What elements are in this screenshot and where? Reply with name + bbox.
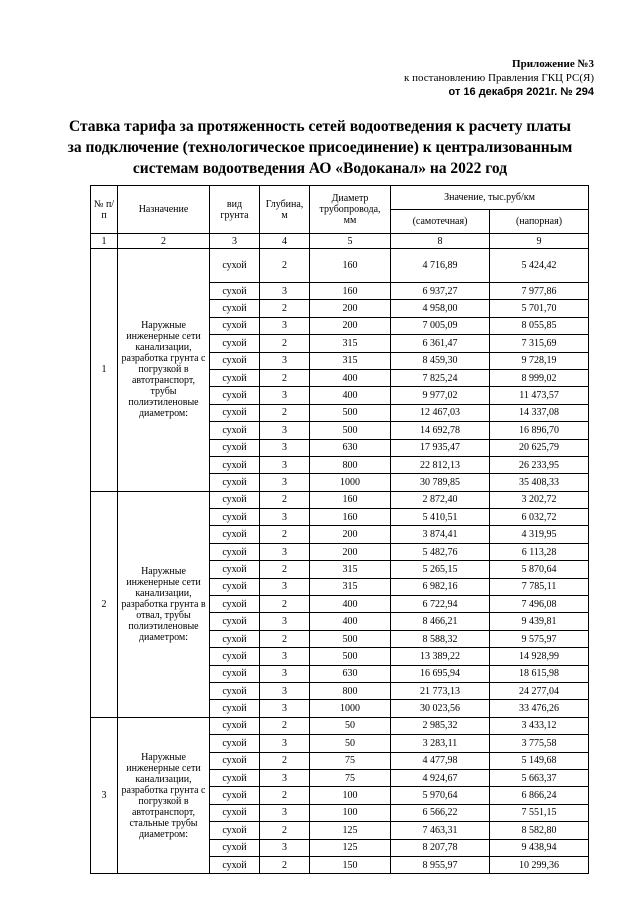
cell-gravity: 8 588,32 — [391, 630, 490, 647]
cell-gravity: 17 935,47 — [391, 439, 490, 456]
cell-gravity: 5 970,64 — [391, 787, 490, 804]
cell-depth: 3 — [260, 613, 310, 630]
header-value: Значение, тыс.руб/км — [391, 186, 589, 210]
cell-gravity: 4 924,67 — [391, 769, 490, 786]
cell-gravity: 2 985,32 — [391, 717, 490, 734]
cell-pressure: 3 775,58 — [490, 735, 589, 752]
cell-diameter: 160 — [310, 491, 391, 508]
title-line-2: за подключение (технологическое присоединение) к централизованным — [67, 139, 573, 156]
cell-pressure: 5 424,42 — [490, 249, 589, 283]
cell-soil: сухой — [210, 300, 260, 317]
cell-pressure: 18 615,98 — [490, 665, 589, 682]
cell-depth: 3 — [260, 352, 310, 369]
cell-diameter: 125 — [310, 839, 391, 856]
cell-depth: 3 — [260, 578, 310, 595]
cell-gravity: 4 477,98 — [391, 752, 490, 769]
title-line-3: системам водоотведения АО «Водоканал» на 2022 год — [132, 160, 508, 177]
cell-pressure: 20 625,79 — [490, 439, 589, 456]
cell-diameter: 50 — [310, 717, 391, 734]
cell-gravity: 8 466,21 — [391, 613, 490, 630]
cell-depth: 3 — [260, 317, 310, 334]
cell-pressure: 5 663,37 — [490, 769, 589, 786]
cell-soil: сухой — [210, 249, 260, 283]
cell-gravity: 2 872,40 — [391, 491, 490, 508]
cell-diameter: 160 — [310, 509, 391, 526]
cell-gravity: 6 722,94 — [391, 596, 490, 613]
cell-pressure: 3 433,12 — [490, 717, 589, 734]
cell-diameter: 315 — [310, 561, 391, 578]
cell-gravity: 7 825,24 — [391, 369, 490, 386]
header-diameter: Диаметр трубопровода, мм — [310, 186, 391, 234]
appendix-number: Приложение №3 — [512, 58, 594, 70]
column-number: 4 — [260, 234, 310, 249]
table-body — [91, 249, 589, 874]
cell-depth: 3 — [260, 769, 310, 786]
cell-pressure: 7 977,86 — [490, 283, 589, 300]
cell-depth: 2 — [260, 526, 310, 543]
cell-pressure: 14 337,08 — [490, 404, 589, 421]
cell-diameter: 400 — [310, 369, 391, 386]
cell-gravity: 30 023,56 — [391, 700, 490, 717]
group-description: Наружные инженерные сети канализации, разработка грунта с погрузкой в автотранспорт, стальные трубы диаметром: — [118, 717, 210, 874]
cell-diameter: 100 — [310, 804, 391, 821]
cell-pressure: 7 496,08 — [490, 596, 589, 613]
cell-soil: сухой — [210, 509, 260, 526]
cell-diameter: 500 — [310, 648, 391, 665]
cell-depth: 2 — [260, 752, 310, 769]
cell-pressure: 7 315,69 — [490, 335, 589, 352]
cell-diameter: 1000 — [310, 700, 391, 717]
appendix-reference: к постановлению Правления ГКЦ РС(Я) — [404, 72, 594, 84]
cell-soil: сухой — [210, 717, 260, 734]
group-description: Наружные инженерные сети канализации, разработка грунта в отвал, трубы полиэтиленовые диаметром: — [118, 491, 210, 717]
cell-diameter: 75 — [310, 752, 391, 769]
cell-soil: сухой — [210, 317, 260, 334]
cell-soil: сухой — [210, 630, 260, 647]
header-pressure: (напорная) — [490, 210, 589, 234]
cell-depth: 3 — [260, 839, 310, 856]
cell-depth: 3 — [260, 543, 310, 560]
cell-depth: 3 — [260, 700, 310, 717]
cell-pressure: 5 149,68 — [490, 752, 589, 769]
cell-diameter: 200 — [310, 543, 391, 560]
cell-diameter: 125 — [310, 822, 391, 839]
cell-gravity: 14 692,78 — [391, 422, 490, 439]
cell-soil: сухой — [210, 665, 260, 682]
cell-depth: 3 — [260, 804, 310, 821]
cell-diameter: 800 — [310, 456, 391, 473]
header-name: Назначение — [118, 186, 210, 234]
table-row — [91, 491, 589, 508]
cell-soil: сухой — [210, 422, 260, 439]
cell-depth: 2 — [260, 596, 310, 613]
cell-soil: сухой — [210, 682, 260, 699]
cell-gravity: 13 389,22 — [391, 648, 490, 665]
cell-depth: 3 — [260, 665, 310, 682]
cell-depth: 3 — [260, 283, 310, 300]
cell-depth: 2 — [260, 856, 310, 873]
cell-depth: 3 — [260, 509, 310, 526]
cell-pressure: 11 473,57 — [490, 387, 589, 404]
cell-soil: сухой — [210, 804, 260, 821]
group-number: 2 — [91, 491, 118, 717]
cell-soil: сухой — [210, 613, 260, 630]
cell-gravity: 7 005,09 — [391, 317, 490, 334]
cell-depth: 3 — [260, 682, 310, 699]
cell-depth: 2 — [260, 404, 310, 421]
cell-diameter: 500 — [310, 422, 391, 439]
cell-pressure: 16 896,70 — [490, 422, 589, 439]
cell-soil: сухой — [210, 839, 260, 856]
cell-soil: сухой — [210, 335, 260, 352]
cell-soil: сухой — [210, 856, 260, 873]
cell-diameter: 200 — [310, 317, 391, 334]
cell-depth: 2 — [260, 561, 310, 578]
cell-gravity: 3 283,11 — [391, 735, 490, 752]
cell-pressure: 6 866,24 — [490, 787, 589, 804]
cell-gravity: 5 410,51 — [391, 509, 490, 526]
cell-depth: 3 — [260, 735, 310, 752]
column-number: 5 — [310, 234, 391, 249]
cell-pressure: 9 728,19 — [490, 352, 589, 369]
cell-diameter: 150 — [310, 856, 391, 873]
cell-gravity: 16 695,94 — [391, 665, 490, 682]
cell-depth: 2 — [260, 491, 310, 508]
cell-depth: 3 — [260, 648, 310, 665]
cell-gravity: 6 937,27 — [391, 283, 490, 300]
cell-diameter: 400 — [310, 613, 391, 630]
cell-pressure: 4 319,95 — [490, 526, 589, 543]
cell-diameter: 500 — [310, 630, 391, 647]
cell-pressure: 9 439,81 — [490, 613, 589, 630]
cell-gravity: 7 463,31 — [391, 822, 490, 839]
cell-diameter: 400 — [310, 387, 391, 404]
cell-depth: 3 — [260, 422, 310, 439]
cell-soil: сухой — [210, 752, 260, 769]
cell-pressure: 3 202,72 — [490, 491, 589, 508]
group-number: 1 — [91, 249, 118, 492]
cell-gravity: 9 977,02 — [391, 387, 490, 404]
cell-pressure: 5 870,64 — [490, 561, 589, 578]
column-numbers-row — [91, 234, 589, 249]
cell-soil: сухой — [210, 787, 260, 804]
cell-soil: сухой — [210, 700, 260, 717]
cell-pressure: 35 408,33 — [490, 474, 589, 491]
column-number: 8 — [391, 234, 490, 249]
cell-soil: сухой — [210, 769, 260, 786]
cell-depth: 2 — [260, 369, 310, 386]
cell-depth: 2 — [260, 717, 310, 734]
group-description: Наружные инженерные сети канализации, разработка грунта с погрузкой в автотранспорт, трубы полиэтиленовые диаметром: — [118, 249, 210, 492]
table-row — [91, 717, 589, 734]
table-row — [91, 249, 589, 283]
cell-depth: 2 — [260, 630, 310, 647]
cell-diameter: 200 — [310, 526, 391, 543]
column-number: 3 — [210, 234, 260, 249]
header-soil: вид грунта — [210, 186, 260, 234]
appendix-block — [404, 57, 594, 99]
cell-diameter: 160 — [310, 283, 391, 300]
cell-diameter: 50 — [310, 735, 391, 752]
header-gravity: (самотечная) — [391, 210, 490, 234]
cell-gravity: 3 874,41 — [391, 526, 490, 543]
cell-diameter: 315 — [310, 352, 391, 369]
cell-gravity: 12 467,03 — [391, 404, 490, 421]
cell-diameter: 1000 — [310, 474, 391, 491]
cell-pressure: 6 113,28 — [490, 543, 589, 560]
tariff-table — [90, 185, 589, 874]
group-number: 3 — [91, 717, 118, 874]
cell-pressure: 24 277,04 — [490, 682, 589, 699]
cell-diameter: 315 — [310, 335, 391, 352]
cell-gravity: 6 566,22 — [391, 804, 490, 821]
cell-pressure: 9 438,94 — [490, 839, 589, 856]
cell-pressure: 8 999,02 — [490, 369, 589, 386]
cell-depth: 2 — [260, 300, 310, 317]
cell-gravity: 21 773,13 — [391, 682, 490, 699]
cell-gravity: 6 982,16 — [391, 578, 490, 595]
cell-soil: сухой — [210, 735, 260, 752]
cell-depth: 2 — [260, 249, 310, 283]
cell-diameter: 100 — [310, 787, 391, 804]
cell-gravity: 5 482,76 — [391, 543, 490, 560]
cell-diameter: 160 — [310, 249, 391, 283]
column-number: 1 — [91, 234, 118, 249]
cell-soil: сухой — [210, 561, 260, 578]
cell-soil: сухой — [210, 369, 260, 386]
cell-pressure: 10 299,36 — [490, 856, 589, 873]
cell-diameter: 200 — [310, 300, 391, 317]
cell-gravity: 22 812,13 — [391, 456, 490, 473]
cell-diameter: 315 — [310, 578, 391, 595]
cell-depth: 2 — [260, 787, 310, 804]
cell-diameter: 800 — [310, 682, 391, 699]
cell-pressure: 9 575,97 — [490, 630, 589, 647]
cell-pressure: 33 476,26 — [490, 700, 589, 717]
cell-soil: сухой — [210, 352, 260, 369]
cell-pressure: 6 032,72 — [490, 509, 589, 526]
cell-pressure: 8 582,80 — [490, 822, 589, 839]
column-number: 2 — [118, 234, 210, 249]
cell-gravity: 4 958,00 — [391, 300, 490, 317]
cell-diameter: 630 — [310, 439, 391, 456]
cell-gravity: 5 265,15 — [391, 561, 490, 578]
cell-soil: сухой — [210, 404, 260, 421]
cell-soil: сухой — [210, 526, 260, 543]
cell-diameter: 75 — [310, 769, 391, 786]
appendix-date: от 16 декабря 2021г. № 294 — [448, 86, 594, 98]
cell-depth: 3 — [260, 387, 310, 404]
cell-pressure: 5 701,70 — [490, 300, 589, 317]
cell-diameter: 630 — [310, 665, 391, 682]
cell-depth: 3 — [260, 439, 310, 456]
cell-diameter: 500 — [310, 404, 391, 421]
cell-soil: сухой — [210, 822, 260, 839]
cell-pressure: 8 055,85 — [490, 317, 589, 334]
cell-soil: сухой — [210, 596, 260, 613]
cell-soil: сухой — [210, 456, 260, 473]
cell-pressure: 7 785,11 — [490, 578, 589, 595]
cell-pressure: 7 551,15 — [490, 804, 589, 821]
document-title — [40, 116, 600, 179]
cell-soil: сухой — [210, 648, 260, 665]
cell-soil: сухой — [210, 491, 260, 508]
title-line-1: Ставка тарифа за протяженность сетей водоотведения к расчету платы — [68, 118, 572, 135]
cell-soil: сухой — [210, 474, 260, 491]
cell-soil: сухой — [210, 387, 260, 404]
cell-gravity: 30 789,85 — [391, 474, 490, 491]
cell-gravity: 6 361,47 — [391, 335, 490, 352]
cell-diameter: 400 — [310, 596, 391, 613]
cell-gravity: 8 955,97 — [391, 856, 490, 873]
cell-soil: сухой — [210, 283, 260, 300]
cell-pressure: 14 928,99 — [490, 648, 589, 665]
cell-depth: 3 — [260, 456, 310, 473]
cell-depth: 2 — [260, 335, 310, 352]
cell-gravity: 4 716,89 — [391, 249, 490, 283]
cell-depth: 3 — [260, 474, 310, 491]
cell-soil: сухой — [210, 578, 260, 595]
cell-gravity: 8 207,78 — [391, 839, 490, 856]
cell-depth: 2 — [260, 822, 310, 839]
column-number: 9 — [490, 234, 589, 249]
cell-soil: сухой — [210, 543, 260, 560]
cell-gravity: 8 459,30 — [391, 352, 490, 369]
cell-pressure: 26 233,95 — [490, 456, 589, 473]
cell-soil: сухой — [210, 439, 260, 456]
header-depth: Глубина, м — [260, 186, 310, 234]
header-num: № п/п — [91, 186, 118, 234]
